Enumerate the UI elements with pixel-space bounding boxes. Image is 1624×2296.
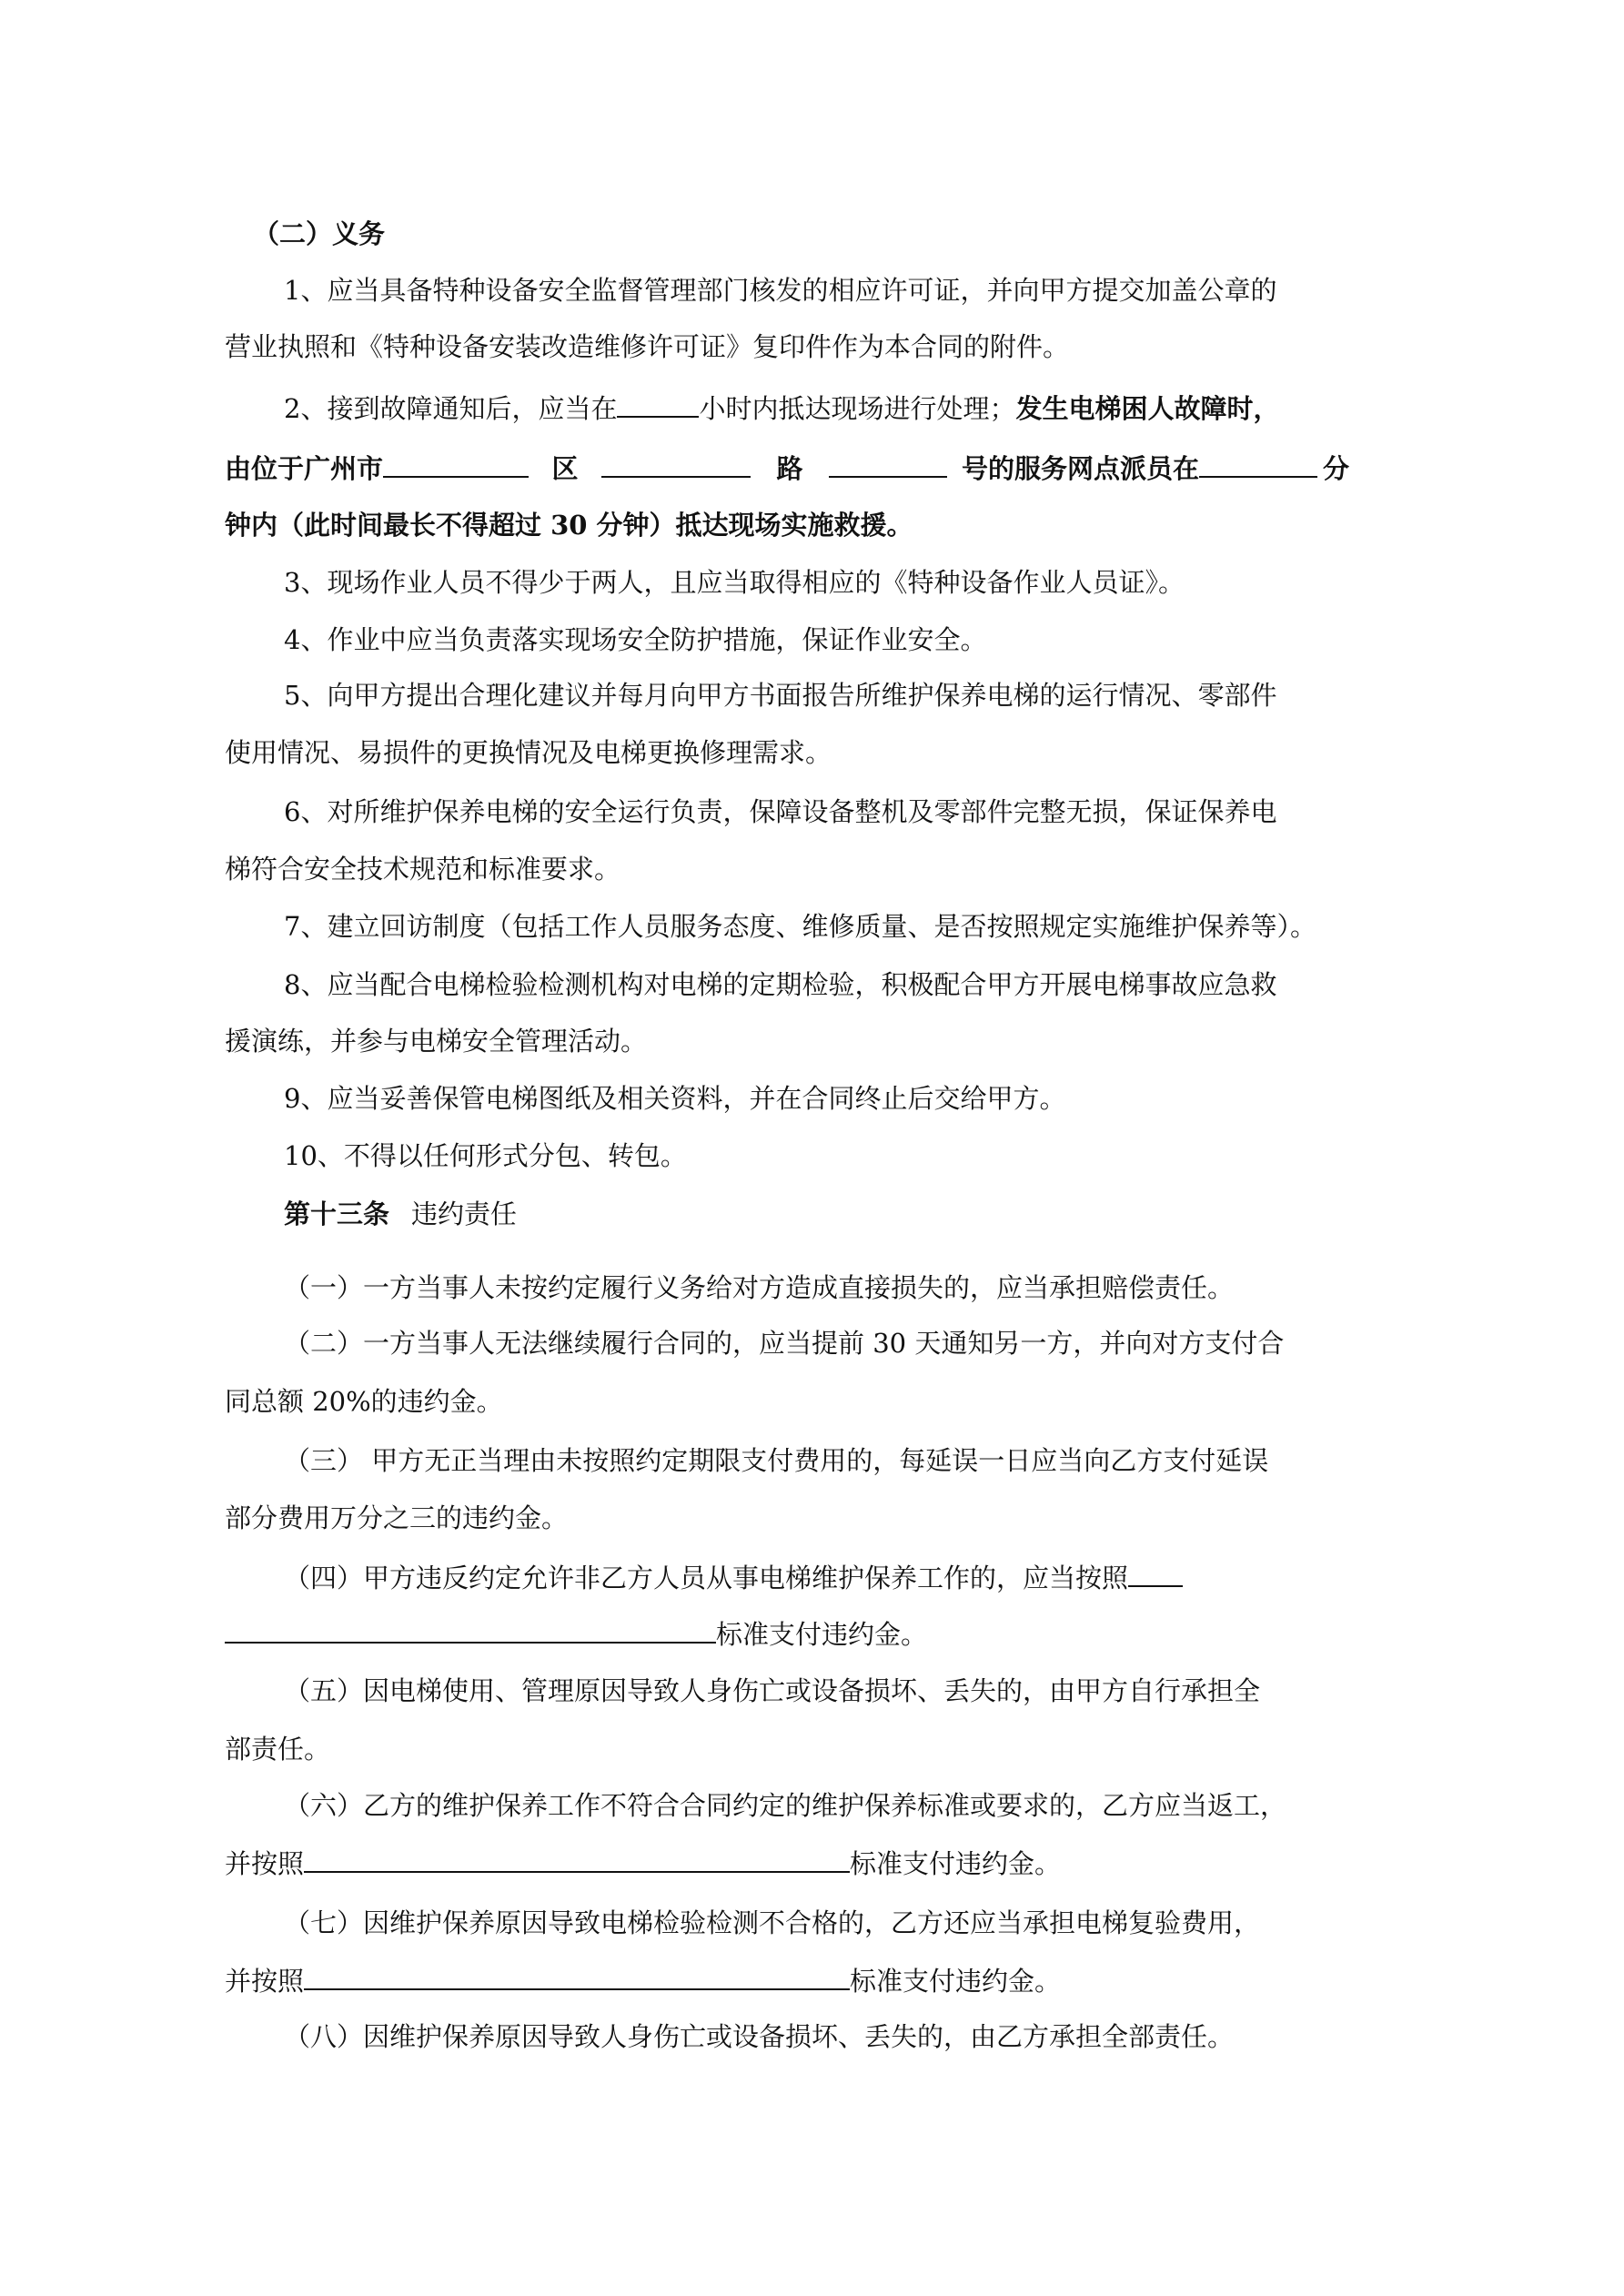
liability-4-blank-end[interactable]	[1128, 1558, 1183, 1587]
obligation-1-text-1: 1、应当具备特种设备安全监督管理部门核发的相应许可证，并向甲方提交加盖公章的	[284, 275, 1277, 306]
liability-6-text-1: （六）乙方的维护保养工作不符合合同约定的维护保养标准或要求的，乙方应当返工，	[284, 1790, 1287, 1821]
liability-3-line-1	[0, 1442, 1624, 1479]
article-13-label: 第十三条	[284, 1199, 390, 1229]
liability-2-line-1	[0, 1325, 1624, 1361]
obligation-7-text: 7、建立回访制度（包括工作人员服务态度、维修质量、是否按照规定实施维护保养等）。	[284, 911, 1316, 942]
liability-4-blank[interactable]	[225, 1614, 716, 1644]
obligation-6-text-2: 梯符合安全技术规范和标准要求。	[225, 854, 621, 885]
obligation-5-line-2	[0, 734, 1624, 771]
obligation-8-text-1: 8、应当配合电梯检验检测机构对电梯的定期检验，积极配合甲方开展电梯事故应急救	[284, 969, 1277, 1000]
obligation-5-text-1: 5、向甲方提出合理化建议并每月向甲方书面报告所维护保养电梯的运行情况、零部件	[284, 680, 1277, 711]
liability-6-text-2b: 标准支付违约金。	[850, 1848, 1062, 1879]
obligation-10-text: 10、不得以任何形式分包、转包。	[284, 1140, 687, 1171]
obligation-6-line-2	[0, 851, 1624, 887]
obligation-9	[0, 1080, 1624, 1117]
liability-8	[0, 2018, 1624, 2055]
liability-3-text-1: （三） 甲方无正当理由未按照约定期限支付费用的，每延误一日应当向乙方支付延误	[284, 1445, 1269, 1476]
liability-2-text-2: 同总额 20%的违约金。	[225, 1386, 503, 1417]
liability-8-text: （八）因维护保养原因导致人身伤亡或设备损坏、丢失的，由乙方承担全部责任。	[284, 2021, 1235, 2052]
district-blank[interactable]	[383, 449, 529, 478]
liability-3-text-2: 部分费用万分之三的违约金。	[225, 1502, 569, 1533]
section-title	[0, 216, 1624, 252]
obligation-2-text-b: 小时内抵达现场进行处理；	[699, 393, 1016, 424]
liability-2-line-2	[0, 1383, 1624, 1420]
liability-7-text-1: （七）因维护保养原因导致电梯检验检测不合格的，乙方还应当承担电梯复验费用，	[284, 1907, 1261, 1938]
obligation-7	[0, 908, 1624, 945]
liability-7-text-2a: 并按照	[225, 1966, 305, 1997]
district-label: 区	[551, 453, 579, 484]
hours-blank[interactable]	[617, 389, 699, 418]
obligation-3	[0, 564, 1624, 601]
section-title-text: （二）义务	[253, 218, 386, 249]
liability-5-line-2	[0, 1731, 1624, 1767]
obligation-2-text-a: 2、接到故障通知后，应当在	[284, 393, 618, 424]
liability-3-line-2	[0, 1500, 1624, 1536]
obligation-5-text-2: 使用情况、易损件的更换情况及电梯更换修理需求。	[225, 737, 832, 768]
liability-6-text-2a: 并按照	[225, 1848, 305, 1879]
obligation-1-line-1	[0, 272, 1624, 308]
liability-5-line-1	[0, 1673, 1624, 1709]
service-point-text: 号的服务网点派员在	[962, 453, 1200, 484]
obligation-9-text: 9、应当妥善保管电梯图纸及相关资料，并在合同终止后交给甲方。	[284, 1083, 1066, 1114]
liability-6-line-2	[0, 1844, 1624, 1882]
liability-2-text-1: （二）一方当事人无法继续履行合同的，应当提前 30 天通知另一方，并向对方支付合	[284, 1328, 1285, 1359]
obligation-2-bold-text: 发生电梯困人故障时，	[1015, 393, 1280, 424]
liability-5-text-1: （五）因电梯使用、管理原因导致人身伤亡或设备损坏、丢失的，由甲方自行承担全	[284, 1675, 1261, 1706]
liability-5-text-2: 部责任。	[225, 1734, 331, 1765]
obligation-4	[0, 622, 1624, 658]
obligation-3-text: 3、现场作业人员不得少于两人，且应当取得相应的《特种设备作业人员证》。	[284, 567, 1185, 598]
road-label: 路	[776, 453, 803, 484]
minutes-label: 分	[1323, 453, 1350, 484]
liability-6-blank[interactable]	[304, 1844, 850, 1873]
obligation-10	[0, 1138, 1624, 1174]
liability-7-line-2	[0, 1961, 1624, 1999]
liability-7-text-2b: 标准支付违约金。	[850, 1966, 1062, 1997]
liability-4-line-2	[0, 1614, 1624, 1653]
obligation-4-text: 4、作业中应当负责落实现场安全防护措施，保证作业安全。	[284, 624, 987, 655]
liability-1-text: （一）一方当事人未按约定履行义务给对方造成直接损失的，应当承担赔偿责任。	[284, 1272, 1235, 1303]
article-13-heading	[0, 1196, 1624, 1232]
number-blank[interactable]	[829, 449, 947, 478]
liability-7-blank[interactable]	[304, 1961, 850, 1990]
obligation-1-text-2: 营业执照和《特种设备安装改造维修许可证》复印件作为本合同的附件。	[225, 331, 1070, 362]
liability-4-text-1: （四）甲方违反约定允许非乙方人员从事电梯维护保养工作的，应当按照	[284, 1563, 1129, 1593]
obligation-8-line-1	[0, 966, 1624, 1003]
obligation-6-line-1	[0, 794, 1624, 830]
road-blank[interactable]	[601, 449, 751, 478]
obligation-5-line-1	[0, 677, 1624, 713]
liability-7-line-1	[0, 1905, 1624, 1941]
liability-4-line-1	[0, 1558, 1624, 1596]
liability-1	[0, 1269, 1624, 1306]
obligation-2-line-3	[0, 507, 1624, 543]
minutes-blank[interactable]	[1199, 449, 1317, 478]
obligation-6-text-1: 6、对所维护保养电梯的安全运行负责，保障设备整机及零部件完整无损，保证保养电	[284, 796, 1277, 827]
article-13-title: 违约责任	[411, 1199, 518, 1229]
obligation-2-line-2	[0, 449, 1624, 487]
liability-4-text-2: 标准支付违约金。	[716, 1619, 928, 1650]
liability-6-line-1	[0, 1787, 1624, 1824]
obligation-2-city-text: 由位于广州市	[225, 453, 384, 484]
obligation-2-text-3: 钟内（此时间最长不得超过 30 分钟）抵达现场实施救援。	[225, 510, 913, 541]
obligation-1-line-2	[0, 329, 1624, 365]
obligation-2-line-1	[0, 389, 1624, 427]
obligation-8-text-2: 援演练，并参与电梯安全管理活动。	[225, 1026, 648, 1057]
obligation-8-line-2	[0, 1023, 1624, 1059]
